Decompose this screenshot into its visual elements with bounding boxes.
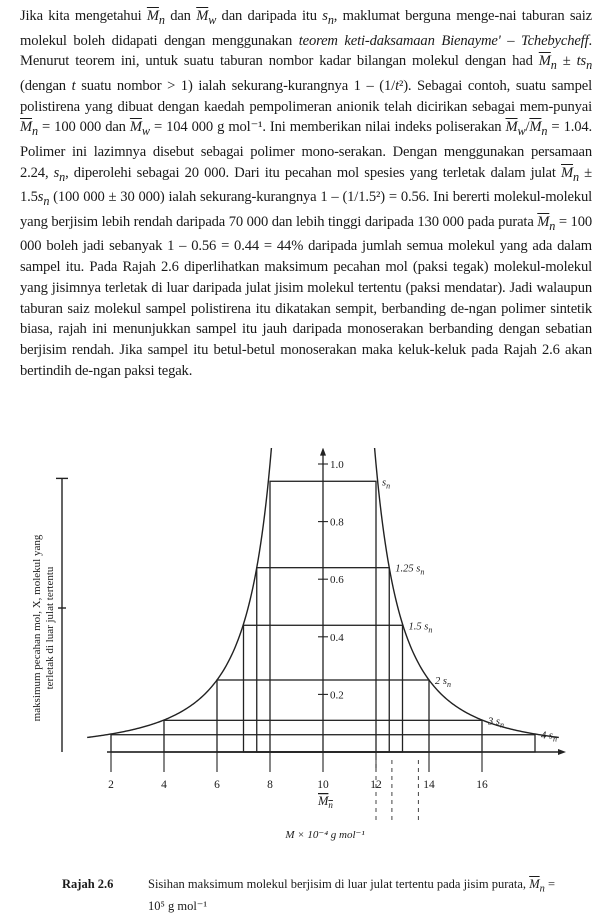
text-run: , maklumat berguna menge-nai taburan saiz molekul boleh didapati dengan menggunakan	[20, 8, 592, 49]
text-run: Jika kita mengetahui	[20, 8, 147, 24]
symbol-sub: n	[43, 194, 50, 209]
interval-label	[541, 731, 557, 744]
interval-label-sub: n	[428, 625, 433, 635]
symbol-mn: $\overline{M}$	[561, 164, 574, 181]
symbol-sub: w	[517, 124, 526, 139]
center-axis-arrow	[320, 448, 326, 456]
interval-label-main: 4 s	[541, 730, 553, 742]
text-run: = 1.04. Polimer ini lazimnya disebut sebagai polimer mono-serakan. Dengan menggunakan persamaan 2.24,	[20, 119, 593, 181]
symbol-mn: $\overline{M}$	[529, 877, 540, 891]
symbol-sub: n	[586, 58, 592, 73]
symbol-sub: w	[141, 124, 150, 139]
symbol-mw: $\overline{M}$	[129, 119, 142, 136]
interval-label-sub: n	[499, 720, 504, 730]
interval-label	[382, 477, 390, 490]
x-axis-symbol: $M_n$	[318, 794, 333, 810]
x-axis-units: M × 10⁻⁴ g mol⁻¹	[285, 829, 365, 841]
symbol-mn: $\overline{M}$	[529, 119, 542, 136]
y-tick-label: 0.8	[330, 516, 344, 529]
interval-label	[487, 716, 504, 729]
interval-label-main: 1.25 s	[395, 563, 421, 575]
interval-label-sub: n	[386, 481, 391, 491]
symbol-sn: s	[53, 164, 60, 181]
symbol-t: t	[71, 77, 76, 94]
symbol-sub: w	[208, 12, 217, 27]
text-run: ²). Sebagai contoh, suatu sampel polistirena yang dibuat dengan kaedah pempolimeran anionik telah dicirikan sebagai mem-punyai	[20, 77, 592, 115]
caption-run: = 10⁵ g mol⁻¹	[148, 877, 555, 913]
symbol-sub: n	[550, 58, 557, 73]
interval-label	[409, 621, 433, 634]
text-run: = 104 000 g mol⁻¹. Ini memberikan nilai indeks poliserakan	[149, 119, 506, 136]
x-tick-label: 2	[108, 779, 114, 791]
text-run: dan	[164, 8, 197, 24]
symbol-mw: $\overline{M}$	[505, 119, 518, 136]
text-run: (dengan	[20, 77, 72, 94]
caption-text	[148, 876, 568, 914]
interval-label-sub: n	[420, 567, 425, 577]
y-axis-label-line1: maksimum pecahan mol, X, molekul yang	[31, 534, 43, 722]
symbol-sub: n	[32, 124, 38, 139]
symbol-mn: $\overline{M}$	[538, 53, 551, 70]
text-run: dan daripada itu	[216, 8, 323, 24]
text-run: = 100 000 dan	[37, 119, 130, 136]
x-tick-label: 10	[317, 779, 329, 791]
symbol-t: t	[576, 53, 581, 70]
symbol-mw: $\overline{M}$	[196, 8, 209, 24]
symbol-mn: $\overline{M}$	[20, 119, 33, 136]
text-run: , diperolehi sebagai 20 000. Dari itu pecahan mol spesies yang terletak dalam julat	[65, 164, 561, 181]
x-tick-label: 4	[161, 779, 167, 791]
y-axis-label-line2: terletak di luar julat tertentu	[44, 566, 56, 690]
symbol-mn: $\overline{M}$	[537, 213, 550, 230]
text-run: = 100 000 boleh jadi sebanyak 1 – 0.56 = 0.44 = 44% daripada jumlah semua molekul yang ada dalam sampel itu. Pada Rajah 2.6 diperlihatkan maksimum pecahan mol (paksi tegak) molekul-molekul yang jisimnya terletak di luar daripada julat jisim molekul tertentu (paksi mendatar). Jadi walaupun taburan saiz molekul sampel polistirena itu dikatakan sempit, berbanding de-ngan polimer sintetik biasa, rajah ini menunjukkan sampel itu jauh daripada monoserakan berbanding dengan sebatian berjisim rendah. Jika sampel itu betul-betul monoserakan maka keluk-keluk pada Rajah 2.6 akan bertindih de-ngan paksi tegak.	[20, 213, 592, 379]
interval-label-main: 2 s	[435, 676, 447, 687]
interval-label-main: s	[382, 477, 387, 489]
x-tick-label: 6	[214, 779, 220, 791]
interval-label-main: 1.5 s	[408, 621, 429, 633]
y-tick-label: 1.0	[330, 459, 344, 471]
symbol-sn: s	[37, 189, 44, 206]
y-tick-label: 0.2	[330, 689, 344, 702]
symbol-sub: n	[158, 12, 165, 27]
symbol-sn: s	[322, 8, 328, 24]
text-run: /	[525, 119, 530, 136]
curve-right	[373, 448, 558, 737]
text-run: ± 1.5	[20, 164, 593, 206]
body-paragraph	[20, 6, 592, 381]
symbol-sub: n	[59, 169, 66, 184]
y-tick-label: 0.4	[330, 631, 344, 644]
figure-2-6	[0, 448, 600, 858]
x-tick-label: 12	[370, 779, 382, 791]
x-tick-label: 16	[476, 779, 488, 791]
symbol-sub: n	[549, 218, 556, 233]
interval-label-sub: n	[446, 680, 451, 689]
text-run: ±	[556, 53, 577, 70]
plot-layer	[56, 448, 566, 820]
symbol-sub: n	[573, 169, 579, 184]
interval-label-main: 3 s	[488, 716, 500, 728]
x-tick-label: 8	[267, 779, 273, 791]
symbol-sub: n	[541, 124, 548, 139]
y-tick-label: 0.6	[330, 574, 344, 587]
interval-label	[435, 676, 451, 689]
x-tick-label: 14	[423, 779, 435, 791]
text-run: (100 000 ± 30 000) ialah sekurang-kurangnya 1 – (1/1.5²) = 0.56. Ini bererti molekul-molekul yang berjisim lebih rendah daripada 70 000 dan lebih tinggi daripada 130 000 pada purata	[20, 189, 592, 230]
symbol-mn: $\overline{M}$	[146, 8, 159, 24]
curve-left	[87, 448, 273, 737]
text-run: suatu nombor > 1) ialah sekurang-kurangnya 1 – (1/	[75, 77, 396, 94]
x-axis-arrow	[558, 749, 566, 755]
caption-run: Sisihan maksimum molekul berjisim di luar julat tertentu pada jisim purata,	[148, 877, 530, 891]
symbol-sub: n	[539, 883, 545, 895]
text-run: . Menurut teorem ini, untuk suatu taburan nombor kadar bilangan molekul dengan had	[20, 32, 592, 70]
caption-label: Rajah 2.6	[62, 877, 114, 891]
symbol-sn: s	[580, 53, 587, 70]
interval-label-sub: n	[552, 734, 557, 744]
symbol-sub: n	[327, 12, 334, 27]
interval-label	[395, 564, 424, 577]
symbol-t: t	[395, 77, 399, 94]
theorem-name: teorem keti-daksamaan Bienayme' – Tchebycheff	[298, 32, 589, 49]
